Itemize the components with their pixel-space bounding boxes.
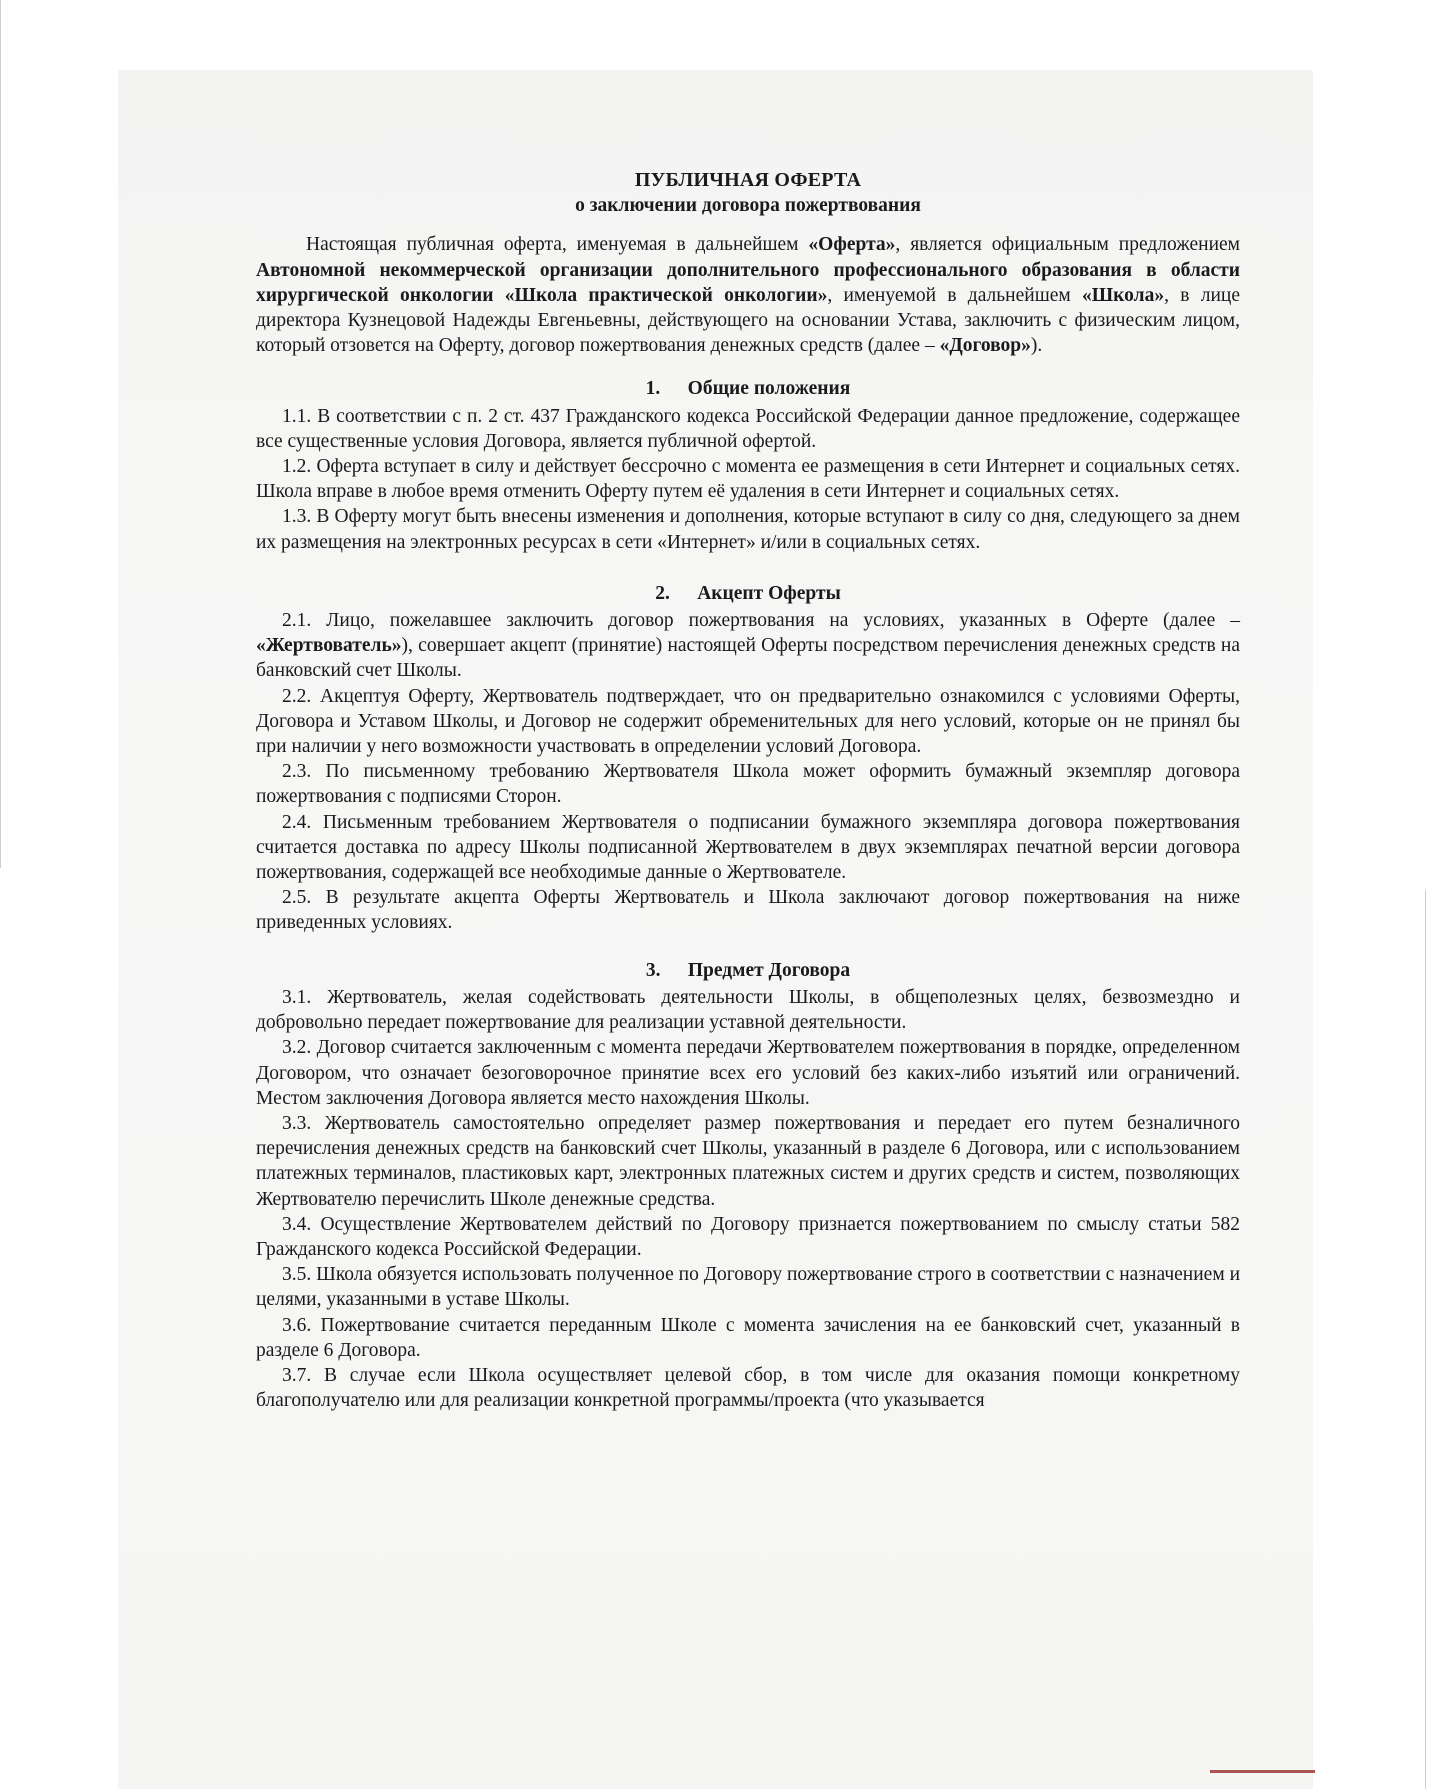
document-title: ПУБЛИЧНАЯ ОФЕРТА: [634, 169, 862, 191]
clause-1-3: 1.3. В Оферту могут быть внесены изменения и дополнения, которые вступают в силу со дня, следующего за днем их размещения на электронных ресурсах в сети «Интернет» и/или в социальных сетях.: [256, 506, 1240, 553]
clause-3-7: 3.7. В случае если Школа осуществляет целевой сбор, в том числе для оказания помощи конкретному благополучателю или для реализации конкретной программы/проекта (что указывается: [256, 1364, 1240, 1412]
intro-paragraph: Настоящая публичная оферта, именуемая в дальнейшем «Оферта», является официальным предложением Автономной некоммерческой организации дополнительного профессионального образования в области хирургической онкологии «Школа практической онкологии», именуемой в дальнейшем «Школа», в лице директора Кузнецовой Надежды Евгеньевны, действующего на основании Устава, заключить с физическим лицом, который отзовется на Оферту, договор пожертвования денежных средств (далее – «Договор»).: [256, 234, 1241, 357]
clause-2-5: 2.5. В результате акцепта Оферты Жертвователь и Школа заключают договор пожертвования на ниже приведенных условиях.: [256, 887, 1240, 934]
clause-3-4: 3.4. Осуществление Жертвователем действий по Договору признается пожертвованием по смыслу статьи 582 Гражданского кодекса Российской Федерации.: [256, 1213, 1240, 1260]
clause-3-5: 3.5. Школа обязуется использовать полученное по Договору пожертвование строго в соответствии с назначением и целями, указанными в уставе Школы.: [256, 1264, 1240, 1311]
document-subtitle: о заключении договора пожертвования: [575, 195, 921, 217]
clause-2-3: 2.3. По письменному требованию Жертвователя Школа может оформить бумажный экземпляр договора пожертвования с подписями Сторон.: [256, 761, 1240, 808]
clause-2-2: 2.2. Акцептуя Оферту, Жертвователь подтверждает, что он предварительно ознакомился с условиями Оферты, Договора и Уставом Школы, и Договор не содержит обременительных для него условий, которые он не принял бы при наличии у него возможности участвовать в определении условий Договора.: [256, 685, 1240, 758]
scan-right-edge: [1425, 890, 1426, 1789]
clause-1-2: 1.2. Оферта вступает в силу и действует бессрочно с момента ее размещения в сети Интернет и социальных сетях. Школа вправе в любое время отменить Оферту путем её удаления в сети Интернет и социальных сетях.: [256, 456, 1240, 503]
document-body: [256, 168, 1240, 1413]
section-heading-acceptance: 2. Акцепт Оферты: [655, 582, 841, 604]
scan-bottom-mark: [1210, 1770, 1315, 1773]
section-heading-general: 1. Общие положения: [645, 378, 851, 400]
clause-2-4: 2.4. Письменным требованием Жертвователя о подписании бумажного экземпляра договора пожертвования считается доставка по адресу Школы подписанной Жертвователем в двух экземплярах печатной версии договора пожертвования, содержащей все необходимые данные о Жертвователе.: [256, 811, 1240, 884]
clause-2-1: 2.1. Лицо, пожелавшее заключить договор пожертвования на условиях, указанных в Оферте (далее – «Жертвователь»), совершает акцепт (принятие) настоящей Оферты посредством перечисления денежных средств на банковский счет Школы.: [256, 610, 1240, 682]
clause-3-2: 3.2. Договор считается заключенным с момента передачи Жертвователем пожертвования в порядке, определенном Договором, что означает безоговорочное принятие всех его условий без каких-либо изъятий или ограничений. Местом заключения Договора является место нахождения Школы.: [256, 1037, 1240, 1109]
section-heading-subject: 3. Предмет Договора: [645, 959, 851, 981]
scan-left-edge: [0, 0, 1, 868]
clause-1-1: 1.1. В соответствии с п. 2 ст. 437 Гражданского кодекса Российской Федерации данное предложение, содержащее все существенные условия Договора, является публичной офертой.: [256, 405, 1240, 452]
clause-3-3: 3.3. Жертвователь самостоятельно определяет размер пожертвования и передает его путем безналичного перечисления денежных средств на банковский счет Школы, указанный в разделе 6 Договора, или с использованием платежных терминалов, пластиковых карт, электронных платежных систем и других средств и систем, позволяющих Жертвователю перечислить Школе денежные средства.: [256, 1112, 1240, 1210]
clause-3-6: 3.6. Пожертвование считается переданным Школе с момента зачисления на ее банковский счет, указанный в разделе 6 Договора.: [256, 1314, 1240, 1361]
clause-3-1: 3.1. Жертвователь, желая содействовать деятельности Школы, в общеполезных целях, безвозмездно и добровольно передает пожертвование для реализации уставной деятельности.: [256, 986, 1240, 1034]
